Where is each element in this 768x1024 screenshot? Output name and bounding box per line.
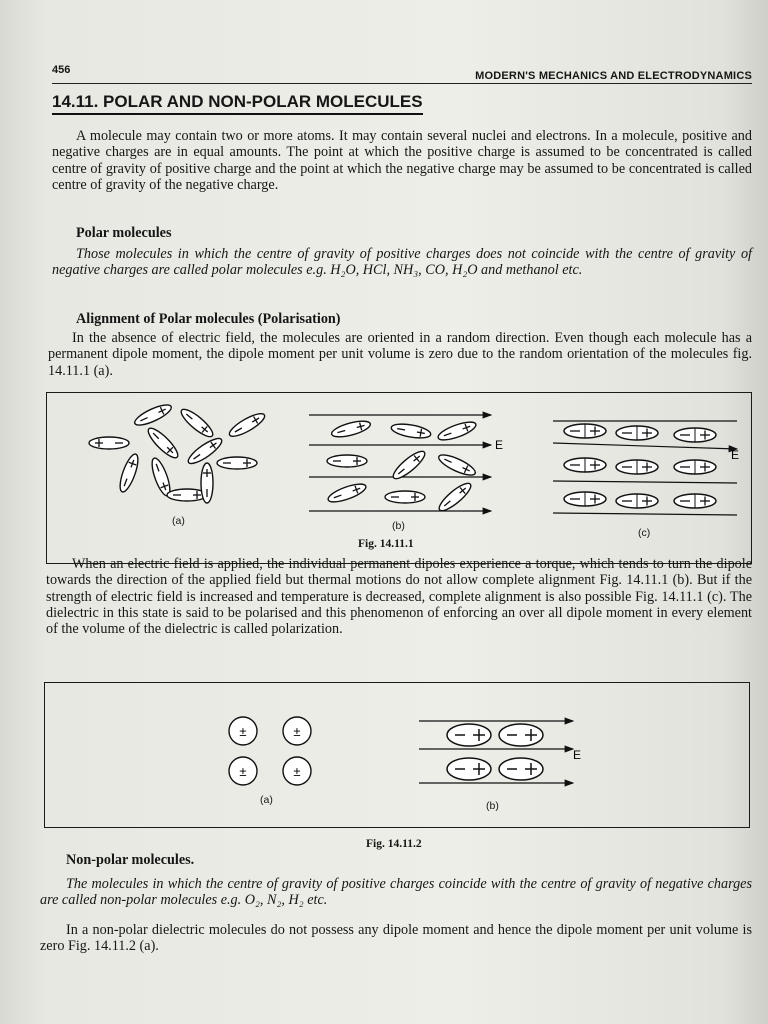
running-head: MODERN'S MECHANICS AND ELECTRODYNAMICS [475,70,752,82]
pm-2: ± [293,724,301,739]
alignment-heading: Alignment of Polar molecules (Polarisation) [76,311,341,327]
nonpolar-heading: Non-polar molecules. [66,852,195,868]
fig2-caption: Fig. 14.11.2 [366,838,422,850]
polar-definition: Those molecules in which the centre of gravity of positive charges does not coincide with the centre of gravity of negative charges are called polar molecules e.g. H₂O, HCl, NH₃, CO, H₂O and methanol etc. [52,246,752,279]
header-rule [52,83,752,84]
fig1-label-b: (b) [392,520,405,532]
fig1-label-c: (c) [638,527,651,539]
partial-alignment [309,415,503,514]
section-title: 14.11. POLAR AND NON-POLAR MOLECULES [52,92,423,115]
fig2-label-b: (b) [486,800,499,812]
nonpolar-paragraph: In a non-polar dielectric molecules do not possess any dipole moment and hence the dipole moment per unit volume is zero Fig. 14.11.2 (a). [40,922,752,955]
nonpolar-definition: The molecules in which the centre of gravity of positive charges coincide with the centre of gravity of negative charges are called non-polar molecules e.g. O₂, N₂, H₂ etc. [40,876,752,909]
pm-4: ± [293,764,301,779]
pm-3: ± [239,764,247,779]
page-number: 456 [52,64,71,76]
intro-paragraph: A molecule may contain two or more atoms. It may contain several nuclei and electrons. In a molecule, positive and negative charges are in equal amounts. The point at which the positive charge is assumed to be concentrated is called centre of gravity of positive charge and the point at which the negative charge may be assumed to be concentrated is called centre of gravity of the negative charge. [52,128,752,193]
fig2-label-a: (a) [260,794,273,806]
field-e-symbol: E [495,438,504,452]
nonpolar-molecules [229,717,311,785]
complete-alignment [553,421,739,515]
alignment-paragraph: In the absence of electric field, the molecules are oriented in a random direction. Even though each molecule has a permanent dipole moment, the dipole moment per unit volume is zero due to the random orientation of the molecules fig. 14.11.1 (a). [48,330,752,379]
fig1-caption: Fig. 14.11.1 [358,538,414,550]
induced-dipoles [419,721,581,783]
fig1-label-a: (a) [172,515,185,527]
page-header [52,62,752,86]
random-dipoles [89,401,269,503]
figure-14-11-2-drawing [45,683,749,827]
figure-14-11-2 [44,682,750,828]
pm-1: ± [239,724,247,739]
field-label-b [495,438,503,452]
field-paragraph: When an electric field is applied, the individual permanent dipoles experience a torque, which tends to turn the dipole towards the direction of the applied field but thermal motions do not allow complete alignment Fig. 14.11.1 (b). But if the strength of electric field is increased and temperature is decreased, complete alignment is also possible Fig. 14.11.1 (c). The dielectric in this state is said to be polarised and this phenomenon of enforcing an over all dipole moment in every element of the volume of the dielectric is called polarization. [46,556,752,638]
field-e-symbol-c: E [731,448,740,462]
field-label-fig2: E [573,748,582,762]
field-label-c [731,448,739,462]
polar-heading: Polar molecules [76,225,172,241]
